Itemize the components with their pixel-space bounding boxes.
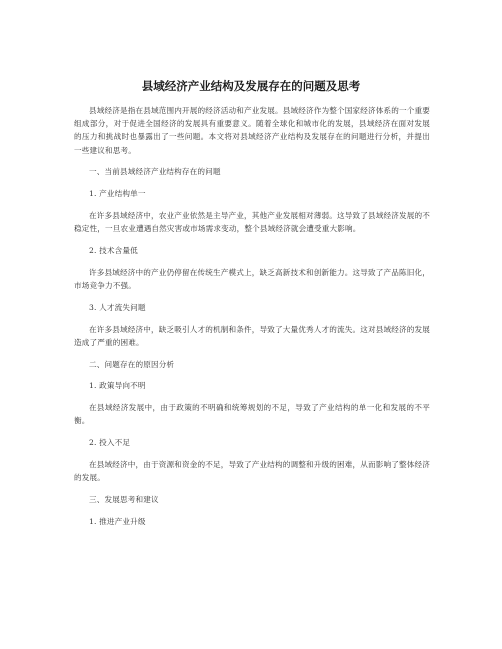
subsection-heading: 3. 人才流失问题 (89, 302, 146, 312)
document-title: 县域经济产业结构及发展存在的问题及思考 (141, 79, 361, 93)
section-heading: 二、问题存在的原因分析 (89, 359, 175, 369)
body-paragraph: 在许多县域经济中，农业产业依然是主导产业，其他产业发展相对薄弱。这导致了县域经济发展的不稳定性，一旦农业遭遇自然灾害或市场需求变动，整个县域经济就会遭受重大影响。 (74, 211, 430, 234)
subsection-heading: 1. 产业结构单一 (89, 189, 146, 199)
body-paragraph: 许多县域经济中的产业仍停留在传统生产模式上，缺乏高新技术和创新能力。这导致了产品陈旧化，市场竞争力不强。 (74, 267, 430, 290)
section-heading: 一、当前县域经济产业结构存在的问题 (89, 167, 221, 177)
body-paragraph: 在县域经济中，由于资源和资金的不足，导致了产业结构的调整和升级的困难，从而影响了整体经济的发展。 (74, 459, 430, 483)
section-heading: 三、发展思考和建议 (89, 494, 159, 504)
body-paragraph: 在许多县域经济中，缺乏吸引人才的机制和条件，导致了大量优秀人才的流失。这对县域经济的发展造成了严重的困难。 (74, 324, 430, 347)
body-paragraph: 在县域经济发展中，由于政策的不明确和统筹规划的不足，导致了产业结构的单一化和发展的不平衡。 (74, 403, 430, 426)
document-body (74, 104, 430, 537)
subsection-heading: 1. 推进产业升级 (89, 516, 146, 526)
intro-paragraph: 县域经济是指在县域范围内开展的经济活动和产业发展。县域经济作为整个国家经济体系的一个重要组成部分，对于促进全国经济的发展具有重要意义。随着全球化和城市化的发展，县域经济在面对发展的压力和挑战时也暴露出了一些问题。本文将对县域经济产业结构及发展存在的问题进行分析，并提出一些建议和思考。 (74, 106, 430, 155)
subsection-heading: 1. 政策导向不明 (89, 381, 146, 391)
subsection-heading: 2. 技术含量低 (89, 246, 138, 255)
subsection-heading: 2. 投入不足 (89, 438, 131, 448)
